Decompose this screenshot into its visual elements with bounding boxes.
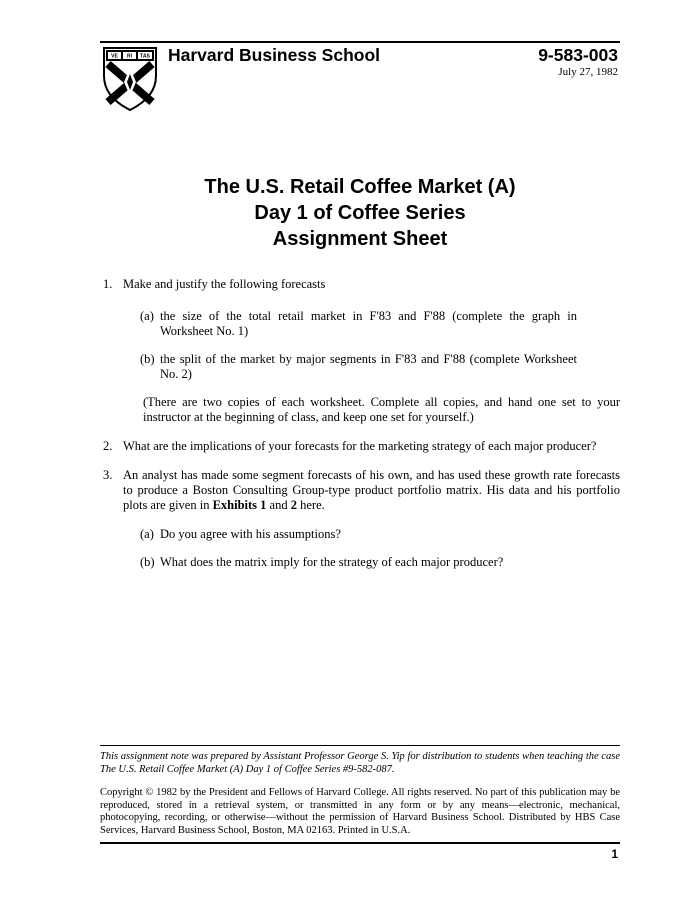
exhibit-reference: 2 bbox=[290, 498, 297, 512]
footer-rule bbox=[100, 745, 620, 746]
item-number: 3. bbox=[103, 468, 113, 482]
sub-item-3a bbox=[100, 527, 577, 542]
item-text: Make and justify the following forecasts bbox=[123, 277, 326, 291]
sub-item-3b bbox=[100, 555, 577, 570]
item-text-and: and bbox=[266, 498, 291, 512]
item-text: An analyst has made some segment forecasts of his own, and has used these growth rate forecasts to produce a Boston Consulting Group-type product portfolio matrix. His data and his portfolio plots are given in bbox=[123, 468, 620, 512]
copyright-notice: Copyright © 1982 by the President and Fellows of Harvard College. All rights reserved. No part of this publication may be reproduced, stored in a retrieval system, or transmitted in any form or by any means—electronic, mechanical, photocopying, recording, or otherwise—without the permission of Harvard Business School. Distributed by HBS Case Services, Harvard Business School, Boston, MA 02163. Printed in U.S.A. bbox=[100, 787, 620, 836]
sub-item-label: (b) bbox=[140, 352, 155, 366]
sub-item-label: (a) bbox=[140, 527, 154, 541]
shield-letters-3: TAS bbox=[140, 53, 150, 60]
item-number: 1. bbox=[103, 277, 113, 291]
sub-item-1b bbox=[100, 352, 577, 382]
item-text-after: here. bbox=[296, 498, 325, 512]
sub-item-text: the size of the total retail market in F'83 and F'88 (complete the graph in Worksheet No. 1) bbox=[160, 309, 577, 338]
shield-letters-2: RI bbox=[127, 53, 132, 60]
item-number: 2. bbox=[103, 439, 113, 453]
exhibit-reference: Exhibits 1 bbox=[212, 498, 267, 512]
sub-item-label: (a) bbox=[140, 309, 154, 323]
bottom-rule bbox=[100, 842, 620, 844]
document-number: 9-583-003 bbox=[538, 45, 618, 65]
shield-letters-1: VE bbox=[111, 53, 118, 60]
authorship-note: This assignment note was prepared by Assistant Professor George S. Yip for distribution to students when teaching the case The U.S. Retail Coffee Market (A) Day 1 of Coffee Series #9-582-087. bbox=[100, 751, 620, 775]
harvard-shield-logo bbox=[102, 46, 158, 112]
title-line-2: Day 1 of Coffee Series bbox=[254, 202, 466, 224]
worksheet-note: (There are two copies of each worksheet. Complete all copies, and hand one set to your instructor at the beginning of class, and keep one set for yourself.) bbox=[143, 395, 620, 424]
title-line-3: Assignment Sheet bbox=[272, 228, 448, 250]
item-text: What are the implications of your forecasts for the marketing strategy of each major producer? bbox=[123, 439, 597, 453]
school-name: Harvard Business School bbox=[168, 45, 381, 65]
footer bbox=[100, 751, 620, 837]
title-line-1: The U.S. Retail Coffee Market (A) bbox=[204, 176, 516, 198]
sub-item-text: What does the matrix imply for the strategy of each major producer? bbox=[160, 555, 504, 569]
document-date: July 27, 1982 bbox=[558, 66, 618, 78]
sub-item-label: (b) bbox=[140, 555, 155, 569]
page-number: 1 bbox=[611, 847, 618, 861]
assignment-item-1 bbox=[100, 277, 620, 292]
header-rule bbox=[100, 41, 620, 43]
document-title bbox=[100, 174, 620, 252]
assignment-item-3 bbox=[100, 468, 620, 513]
sub-item-text: the split of the market by major segments in F'83 and F'88 (complete Worksheet No. 2) bbox=[160, 352, 577, 381]
sub-item-1a bbox=[100, 309, 577, 339]
sub-item-text: Do you agree with his assumptions? bbox=[160, 527, 341, 541]
assignment-body bbox=[100, 277, 620, 570]
assignment-item-2 bbox=[100, 439, 620, 454]
